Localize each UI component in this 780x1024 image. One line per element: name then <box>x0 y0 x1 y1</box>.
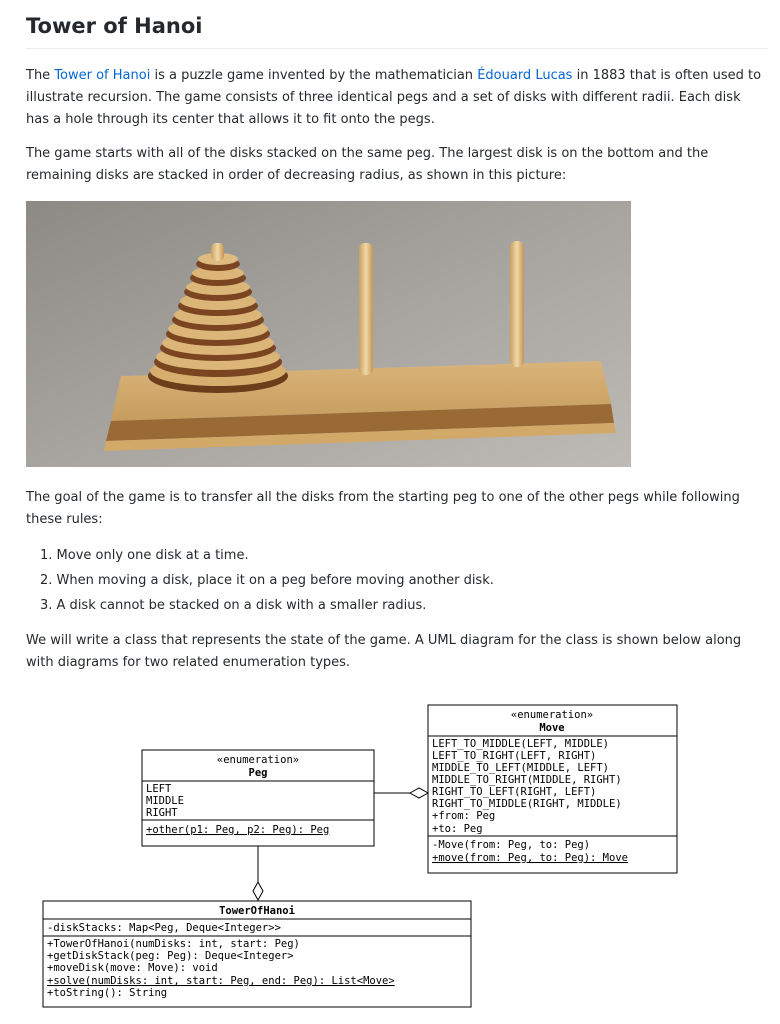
goal-paragraph: The goal of the game is to transfer all the disks from the starting peg to one of the other pegs while following these rules: <box>26 490 740 527</box>
rules-list <box>26 543 494 618</box>
move-stereotype: «enumeration» <box>510 709 594 721</box>
peg-method: +other(p1: Peg, p2: Peg): Peg <box>146 824 330 836</box>
move-value: MIDDLE_TO_RIGHT(MIDDLE, RIGHT) <box>432 774 622 786</box>
class-paragraph: We will write a class that represents the state of the game. A UML diagram for the class is shown below along with diagrams for two related enumeration types. <box>26 633 742 670</box>
move-value: RIGHT_TO_LEFT(RIGHT, LEFT) <box>432 786 597 798</box>
move-value: LEFT_TO_RIGHT(LEFT, RIGHT) <box>432 750 597 762</box>
move-method: +move(from: Peg, to: Peg): Move <box>432 852 628 864</box>
peg-name: Peg <box>248 767 268 779</box>
tower-method: +TowerOfHanoi(numDisks: int, start: Peg) <box>47 938 300 950</box>
peg-value: LEFT <box>146 783 172 795</box>
intro-text-1: The <box>26 68 55 83</box>
move-field: +from: Peg <box>432 810 496 822</box>
peg-stereotype: «enumeration» <box>216 754 300 766</box>
tower-class-box <box>43 901 471 1007</box>
move-field: +to: Peg <box>432 823 483 835</box>
tower-method: +moveDisk(move: Move): void <box>47 962 218 974</box>
rule-item: 2. When moving a disk, place it on a peg before moving another disk. <box>40 573 494 588</box>
tower-method: +toString(): String <box>47 987 168 999</box>
move-value: LEFT_TO_MIDDLE(LEFT, MIDDLE) <box>432 738 610 750</box>
tower-of-hanoi-link[interactable]: Tower of Hanoi <box>54 68 151 83</box>
move-value: MIDDLE_TO_LEFT(MIDDLE, LEFT) <box>432 762 610 774</box>
edouard-lucas-link[interactable]: Édouard Lucas <box>477 68 573 83</box>
page-title: Tower of Hanoi <box>26 14 203 38</box>
peg-value: MIDDLE <box>146 795 184 807</box>
aggregation-diamond <box>410 788 428 798</box>
rule-item: 3. A disk cannot be stacked on a disk with a smaller radius. <box>40 598 427 613</box>
peg-enum-box <box>142 750 374 846</box>
intro-text-3: in 1883 that is often used to illustrate recursion. The game consists of three identical pegs and a set of disks with different radii. Each disk has a hole through its center that allows it to fit onto the pegs. <box>26 68 762 127</box>
tower-method: +solve(numDisks: int, start: Peg, end: Peg): List<Move> <box>47 975 395 987</box>
peg-value: RIGHT <box>146 807 178 819</box>
title-divider <box>26 48 768 49</box>
intro-paragraph <box>26 65 766 131</box>
move-method: -Move(from: Peg, to: Peg) <box>432 839 591 851</box>
start-paragraph: The game starts with all of the disks stacked on the same peg. The largest disk is on the bottom and the remaining disks are stacked in order of decreasing radius, as shown in this picture: <box>26 146 709 183</box>
move-value: RIGHT_TO_MIDDLE(RIGHT, MIDDLE) <box>432 798 622 810</box>
uml-diagram <box>40 700 690 1020</box>
tower-of-hanoi-photo <box>26 201 631 467</box>
tower-method: +getDiskStack(peg: Peg): Deque<Integer> <box>47 950 294 962</box>
intro-text-2: is a puzzle game invented by the mathematician <box>150 68 478 83</box>
move-enum-box <box>428 705 677 873</box>
rule-item: 1. Move only one disk at a time. <box>40 548 249 563</box>
aggregation-diamond <box>253 882 263 900</box>
move-name: Move <box>539 722 565 734</box>
tower-field: -diskStacks: Map<Peg, Deque<Integer>> <box>47 922 281 934</box>
tower-name: TowerOfHanoi <box>219 905 295 917</box>
